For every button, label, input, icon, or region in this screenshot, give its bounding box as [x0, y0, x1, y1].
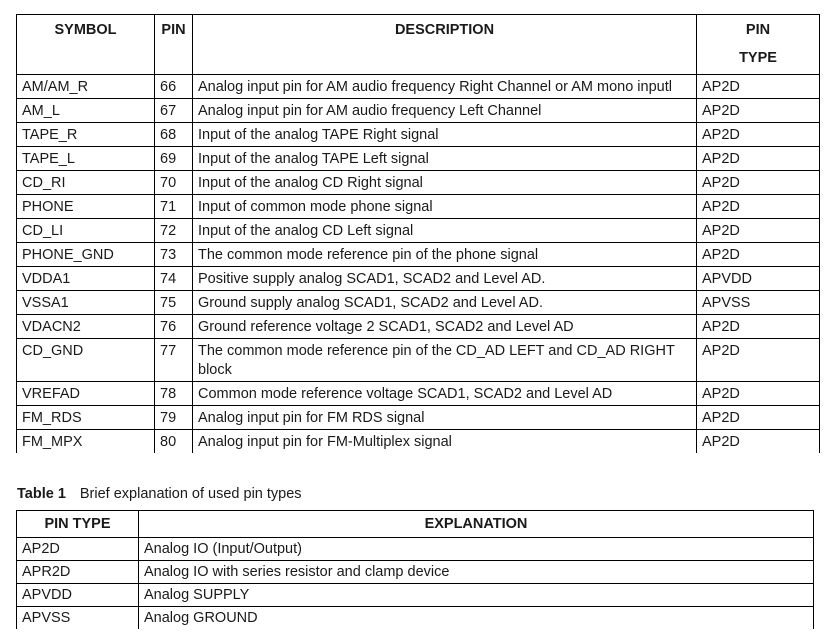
- table-row: [17, 315, 820, 339]
- table-row: [17, 339, 820, 382]
- pin-number-cell: 79: [155, 406, 193, 430]
- symbol-cell: AM_L: [17, 99, 155, 123]
- explanation-cell: Analog IO with series resistor and clamp device: [139, 561, 814, 584]
- pin-type-cell: AP2D: [697, 171, 820, 195]
- table-row: [17, 171, 820, 195]
- symbol-cell: TAPE_L: [17, 147, 155, 171]
- symbol-cell: CD_RI: [17, 171, 155, 195]
- pin-number-cell: 71: [155, 195, 193, 219]
- description-cell: Common mode reference voltage SCAD1, SCAD2 and Level AD: [193, 382, 697, 406]
- explanation-header: EXPLANATION: [139, 511, 814, 538]
- description-cell: Input of the analog TAPE Left signal: [193, 147, 697, 171]
- table-row: [17, 243, 820, 267]
- pin-type-cell: AP2D: [697, 75, 820, 99]
- pin-type-cell: APVSS: [697, 291, 820, 315]
- description-cell: Analog input pin for FM RDS signal: [193, 406, 697, 430]
- table-row: [17, 123, 820, 147]
- pin-type-table: [16, 510, 814, 629]
- symbol-cell: CD_LI: [17, 219, 155, 243]
- pin-number-cell: 72: [155, 219, 193, 243]
- table-row: [17, 147, 820, 171]
- table-row: [17, 561, 814, 584]
- table-row: [17, 406, 820, 430]
- explanation-cell: Analog SUPPLY: [139, 584, 814, 607]
- table-row: [17, 584, 814, 607]
- pin-number-cell: 73: [155, 243, 193, 267]
- description-cell: Input of the analog CD Right signal: [193, 171, 697, 195]
- pin-type-cell: AP2D: [697, 430, 820, 454]
- table-row: [17, 99, 820, 123]
- symbol-cell: PHONE: [17, 195, 155, 219]
- explanation-cell: Analog GROUND: [139, 607, 814, 630]
- symbol-cell: FM_RDS: [17, 406, 155, 430]
- pin-description-table: [16, 14, 820, 453]
- pin-number-cell: 68: [155, 123, 193, 147]
- table-row: [17, 430, 820, 454]
- pin-table-header-row: [17, 15, 820, 75]
- table-row: [17, 291, 820, 315]
- pin-number-cell: 67: [155, 99, 193, 123]
- pin-type-cell: APR2D: [17, 561, 139, 584]
- pin-type-cell: AP2D: [697, 219, 820, 243]
- pin-type-header-line2: TYPE: [739, 50, 777, 66]
- pin-type-cell: AP2D: [697, 339, 820, 382]
- pin-number-cell: 74: [155, 267, 193, 291]
- pin-number-cell: 77: [155, 339, 193, 382]
- description-cell: Positive supply analog SCAD1, SCAD2 and Level AD.: [193, 267, 697, 291]
- pin-type-cell: AP2D: [697, 406, 820, 430]
- pin-type-cell: AP2D: [697, 99, 820, 123]
- symbol-cell: VDACN2: [17, 315, 155, 339]
- pin-type-cell: AP2D: [697, 195, 820, 219]
- pin-number-cell: 78: [155, 382, 193, 406]
- description-cell: Analog input pin for FM-Multiplex signal: [193, 430, 697, 454]
- symbol-cell: VREFAD: [17, 382, 155, 406]
- description-cell: Analog input pin for AM audio frequency Right Channel or AM mono inputl: [193, 75, 697, 99]
- table-row: [17, 195, 820, 219]
- table-row: [17, 267, 820, 291]
- pin-type-cell: APVSS: [17, 607, 139, 630]
- table-caption-text: Brief explanation of used pin types: [79, 486, 302, 502]
- symbol-column-header: SYMBOL: [17, 15, 155, 75]
- pin-number-cell: 66: [155, 75, 193, 99]
- symbol-cell: FM_MPX: [17, 430, 155, 454]
- pin-type-cell: AP2D: [697, 147, 820, 171]
- description-cell: Ground reference voltage 2 SCAD1, SCAD2 and Level AD: [193, 315, 697, 339]
- table-row: [17, 382, 820, 406]
- symbol-cell: VSSA1: [17, 291, 155, 315]
- symbol-cell: PHONE_GND: [17, 243, 155, 267]
- symbol-cell: TAPE_R: [17, 123, 155, 147]
- pin-type-header: PIN TYPE: [17, 511, 139, 538]
- pin-type-cell: AP2D: [697, 315, 820, 339]
- pin-number-cell: 70: [155, 171, 193, 195]
- description-cell: Analog input pin for AM audio frequency Left Channel: [193, 99, 697, 123]
- description-column-header: DESCRIPTION: [193, 15, 697, 75]
- symbol-cell: CD_GND: [17, 339, 155, 382]
- pin-number-cell: 69: [155, 147, 193, 171]
- table-caption: [17, 484, 302, 504]
- description-cell: Input of the analog TAPE Right signal: [193, 123, 697, 147]
- pin-number-cell: 75: [155, 291, 193, 315]
- table-caption-label: Table 1: [17, 486, 66, 502]
- symbol-cell: AM/AM_R: [17, 75, 155, 99]
- table-row: [17, 75, 820, 99]
- type-table-header-row: [17, 511, 814, 538]
- symbol-cell: VDDA1: [17, 267, 155, 291]
- description-cell: The common mode reference pin of the CD_AD LEFT and CD_AD RIGHT block: [193, 339, 697, 382]
- pin-column-header: PIN: [155, 15, 193, 75]
- pin-type-header-line1: PIN: [745, 22, 771, 38]
- table-row: [17, 607, 814, 630]
- pin-type-cell: AP2D: [17, 538, 139, 561]
- pin-number-cell: 80: [155, 430, 193, 454]
- description-cell: Input of common mode phone signal: [193, 195, 697, 219]
- pin-type-cell: AP2D: [697, 123, 820, 147]
- explanation-cell: Analog IO (Input/Output): [139, 538, 814, 561]
- pin-type-cell: APVDD: [697, 267, 820, 291]
- table-row: [17, 538, 814, 561]
- description-cell: The common mode reference pin of the phone signal: [193, 243, 697, 267]
- table-row: [17, 219, 820, 243]
- description-cell: Ground supply analog SCAD1, SCAD2 and Level AD.: [193, 291, 697, 315]
- pin-number-cell: 76: [155, 315, 193, 339]
- pin-type-cell: AP2D: [697, 382, 820, 406]
- pin-type-cell: APVDD: [17, 584, 139, 607]
- pin-type-column-header: [697, 15, 820, 75]
- description-cell: Input of the analog CD Left signal: [193, 219, 697, 243]
- pin-type-cell: AP2D: [697, 243, 820, 267]
